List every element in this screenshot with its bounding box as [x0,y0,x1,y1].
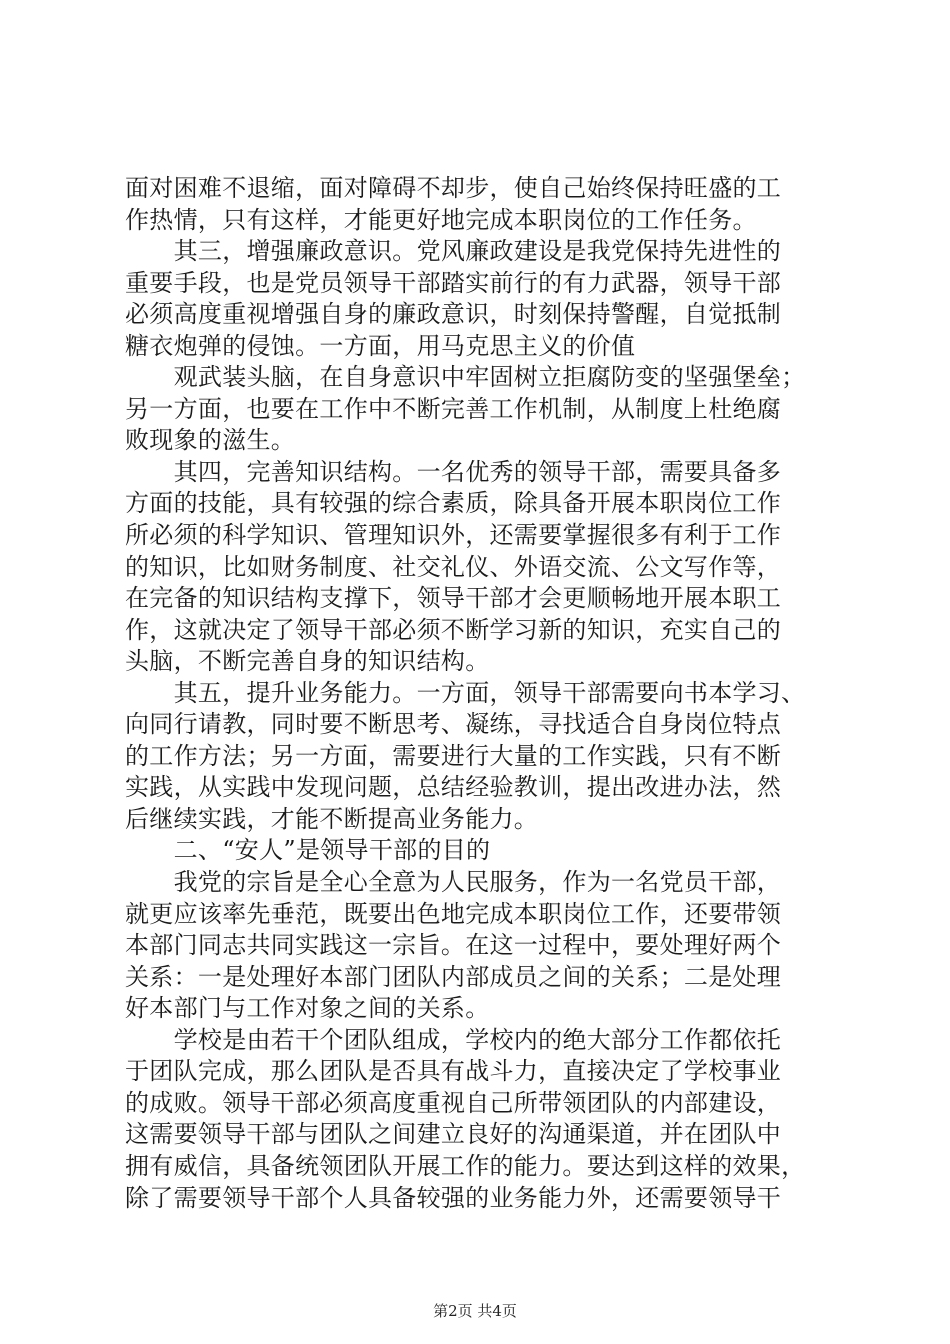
text-line: 这需要领导干部与团队之间建立良好的沟通渠道，并在团队中 [125,1120,782,1149]
text-line: 的知识，比如财务制度、社交礼仪、外语交流、公文写作等， [125,552,782,581]
text-line: 就更应该率先垂范，既要出色地完成本职岗位工作，还要带领 [125,899,782,928]
text-line: 的成败。领导干部必须高度重视自己所带领团队的内部建设， [125,1088,782,1117]
text-line: 作，这就决定了领导干部必须不断学习新的知识，充实自己的 [125,615,782,644]
text-line: 糖衣炮弹的侵蚀。一方面，用马克思主义的价值 [125,331,636,360]
text-line: 面对困难不退缩，面对障碍不却步，使自己始终保持旺盛的工 [125,174,782,202]
text-line: 于团队完成，那么团队是否具有战斗力，直接决定了学校事业 [125,1057,782,1086]
document-body [125,173,835,1214]
text-line: 拥有威信，具备统领团队开展工作的能力。要达到这样的效果， [125,1151,806,1180]
text-line: 头脑，不断完善自身的知识结构。 [125,647,490,676]
text-line: 其五，提升业务能力。一方面，领导干部需要向书本学习、 [125,678,806,707]
text-line: 其四，完善知识结构。一名优秀的领导干部，需要具备多 [125,457,782,486]
text-line: 败现象的滋生。 [125,426,296,455]
text-line: 好本部门与工作对象之间的关系。 [125,994,490,1023]
text-line: 所必须的科学知识、管理知识外，还需要掌握很多有利于工作 [125,521,782,550]
text-line: 我党的宗旨是全心全意为人民服务，作为一名党员干部， [125,868,782,897]
text-line: 方面的技能，具有较强的综合素质，除具备开展本职岗位工作 [125,489,782,518]
text-line: 除了需要领导干部个人具备较强的业务能力外，还需要领导干 [125,1183,782,1212]
text-line: 向同行请教，同时要不断思考、凝练，寻找适合自身岗位特点 [125,710,782,739]
text-line: 后继续实践，才能不断提高业务能力。 [125,804,539,833]
text-line: 实践，从实践中发现问题，总结经验教训，提出改进办法，然 [125,773,782,802]
section-heading: 二、“安人”是领导干部的目的 [125,836,491,865]
text-line: 必须高度重视增强自身的廉政意识，时刻保持警醒，自觉抵制 [125,300,782,329]
text-line: 在完备的知识结构支撑下，领导干部才会更顺畅地开展本职工 [125,584,782,613]
text-line: 重要手段，也是党员领导干部踏实前行的有力武器，领导干部 [125,268,782,297]
text-line: 其三，增强廉政意识。党风廉政建设是我党保持先进性的 [125,237,782,266]
text-line: 另一方面，也要在工作中不断完善工作机制，从制度上杜绝腐 [125,394,782,423]
text-line: 本部门同志共同实践这一宗旨。在这一过程中，要处理好两个 [125,931,782,960]
page-number-footer: 第2页 共4页 [433,1302,517,1320]
text-line: 学校是由若干个团队组成，学校内的绝大部分工作都依托 [125,1025,782,1054]
text-line: 的工作方法；另一方面，需要进行大量的工作实践，只有不断 [125,741,782,770]
text-line: 作热情，只有这样，才能更好地完成本职岗位的工作任务。 [125,205,757,234]
text-line: 关系：一是处理好本部门团队内部成员之间的关系；二是处理 [125,962,782,991]
text-line: 观武装头脑，在自身意识中牢固树立拒腐防变的坚强堡垒； [125,363,806,392]
